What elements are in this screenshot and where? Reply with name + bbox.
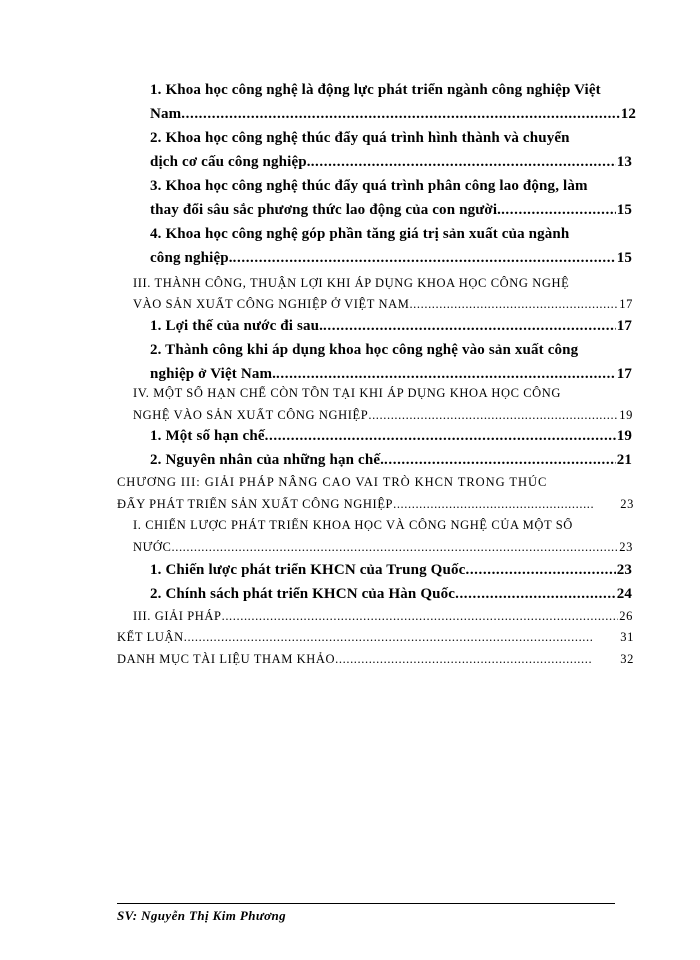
- toc-section-III-line1: III. THÀNH CÔNG, THUẬN LỢI KHI ÁP DỤNG KHOA HỌC CÔNG NGHỆ: [133, 276, 570, 290]
- toc-section-III-solutions: [133, 609, 633, 624]
- toc-chapter-III-label: ĐẨY PHÁT TRIỂN SẢN XUẤT CÔNG NGHIỆP: [117, 497, 394, 511]
- toc-entry-I-2-page: 24: [616, 586, 632, 602]
- dot-leader: [323, 318, 616, 335]
- toc-entry-III-2-line1: 2. Thành công khi áp dụng khoa học công nghệ vào sản xuất công: [150, 342, 579, 358]
- dot-leader: [465, 562, 615, 579]
- toc-entry-1: [150, 106, 636, 123]
- toc-section-I-page: 23: [619, 540, 633, 554]
- dot-leader: [172, 540, 619, 555]
- footer-rule: [117, 903, 615, 904]
- dot-leader: [276, 366, 616, 383]
- toc-entry-I-1-page: 23: [616, 562, 632, 578]
- dot-leader: [265, 428, 616, 445]
- toc-section-IV: [133, 408, 633, 423]
- toc-references-page: 32: [620, 652, 634, 666]
- dot-leader: [222, 609, 619, 624]
- dot-leader: [184, 630, 594, 645]
- toc-entry-2-line1: 2. Khoa học công nghệ thúc đẩy quá trình hình thành và chuyển: [150, 130, 570, 146]
- dot-leader: [409, 297, 618, 312]
- toc-section-I-line1: I. CHIẾN LƯỢC PHÁT TRIỂN KHOA HỌC VÀ CÔNG NGHỆ CỦA MỘT SỐ: [133, 518, 573, 532]
- toc-entry-IV-2: [150, 452, 632, 469]
- toc-chapter-III-line1: CHƯƠNG III: GIẢI PHÁP NÂNG CAO VAI TRÒ KHCN TRONG THÚC: [117, 475, 548, 489]
- toc-entry-I-1-label: 1. Chiến lược phát triển KHCN của Trung Quốc: [150, 562, 466, 578]
- dot-leader: [384, 452, 616, 469]
- toc-entry-III-1-page: 17: [616, 318, 632, 334]
- toc-entry-III-2-label: nghiệp ở Việt Nam.: [150, 366, 277, 382]
- toc-conclusion-label: KẾT LUẬN: [117, 630, 184, 644]
- toc-entry-2-label: dịch cơ cấu công nghiệp.: [150, 154, 311, 170]
- toc-section-IV-page: 19: [619, 408, 633, 422]
- toc-conclusion-page: 31: [620, 630, 634, 644]
- toc-section-III-page: 17: [619, 297, 633, 311]
- dot-leader: [181, 106, 619, 123]
- toc-entry-2: [150, 154, 632, 171]
- toc-references: [117, 652, 634, 667]
- toc-entry-1-page: 12: [620, 106, 636, 122]
- toc-entry-4: [150, 250, 632, 267]
- toc-entry-3-page: 15: [616, 202, 632, 218]
- toc-section-III-label: VÀO SẢN XUẤT CÔNG NGHIỆP Ở VIỆT NAM: [133, 297, 410, 311]
- dot-leader: [455, 586, 616, 603]
- toc-entry-3: [150, 202, 632, 219]
- toc-entry-4-line1: 4. Khoa học công nghệ góp phần tăng giá trị sản xuất của ngành: [150, 226, 570, 242]
- dot-leader: [501, 202, 616, 219]
- toc-section-III: [133, 297, 633, 312]
- dot-leader: [335, 652, 593, 667]
- toc-entry-IV-1: [150, 428, 632, 445]
- toc-entry-III-1: [150, 318, 632, 335]
- toc-entry-IV-1-label: 1. Một số hạn chế: [150, 428, 265, 444]
- toc-entry-IV-2-page: 21: [616, 452, 632, 468]
- dot-leader: [311, 154, 616, 171]
- toc-chapter-III: [117, 497, 634, 512]
- toc-entry-I-2: [150, 586, 632, 603]
- toc-section-III-solutions-page: 26: [619, 609, 633, 623]
- footer-author: SV: Nguyễn Thị Kim Phương: [117, 908, 286, 923]
- toc-entry-4-label: công nghiệp.: [150, 250, 233, 266]
- toc-section-I-label: NƯỚC: [133, 540, 172, 554]
- dot-leader: [368, 408, 618, 423]
- toc-entry-I-1: [150, 562, 632, 579]
- dot-leader: [393, 497, 593, 512]
- toc-entry-3-label: thay đổi sâu sắc phương thức lao động của con người.: [150, 202, 502, 218]
- toc-entry-III-2: [150, 366, 632, 383]
- toc-section-I: [133, 540, 633, 555]
- toc-entry-I-2-label: 2. Chính sách phát triển KHCN của Hàn Quốc: [150, 586, 456, 602]
- toc-entry-III-2-page: 17: [616, 366, 632, 382]
- toc-entry-III-1-label: 1. Lợi thế của nước đi sau.: [150, 318, 324, 334]
- toc-references-label: DANH MỤC TÀI LIỆU THAM KHẢO: [117, 652, 336, 666]
- toc-entry-IV-2-label: 2. Nguyên nhân của những hạn chế.: [150, 452, 385, 468]
- toc-chapter-III-page: 23: [620, 497, 634, 511]
- toc-entry-IV-1-page: 19: [616, 428, 632, 444]
- toc-entry-3-line1: 3. Khoa học công nghệ thúc đẩy quá trình phân công lao động, làm: [150, 178, 588, 194]
- toc-entry-1-line1: 1. Khoa học công nghệ là động lực phát triển ngành công nghiệp Việt: [150, 82, 601, 98]
- toc-section-IV-label: NGHỆ VÀO SẢN XUẤT CÔNG NGHIỆP: [133, 408, 369, 422]
- toc-section-III-solutions-label: III. GIẢI PHÁP: [133, 609, 222, 623]
- toc-entry-1-label: Nam: [150, 106, 182, 122]
- toc-conclusion: [117, 630, 634, 645]
- dot-leader: [233, 250, 616, 267]
- toc-entry-2-page: 13: [616, 154, 632, 170]
- toc-section-IV-line1: IV. MỘT SỐ HẠN CHẾ CÒN TỒN TẠI KHI ÁP DỤNG KHOA HỌC CÔNG: [133, 386, 562, 400]
- toc-entry-4-page: 15: [616, 250, 632, 266]
